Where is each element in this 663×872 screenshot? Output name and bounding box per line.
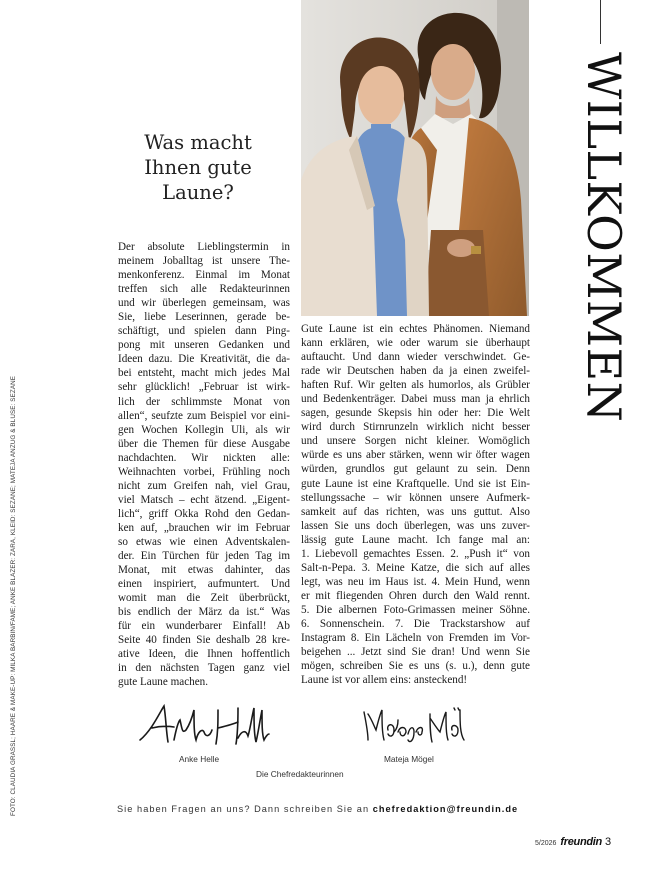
headline-line: Laune? <box>162 181 234 204</box>
text-line: einen inspiriert, aufmuntert. Und <box>118 578 290 591</box>
text-line: Weihnachten vorbei, Frühling noch <box>118 465 290 478</box>
vertical-rule <box>600 0 601 44</box>
text-line: lässig gute Laune macht. Ich fange mal an: <box>301 533 530 546</box>
editors-photo-illustration <box>301 0 529 316</box>
text-line: 5. Die albernen Foto-Grimassen meiner Söhne. <box>301 603 530 616</box>
text-line: nachdachten. Wir nickten alle: <box>118 451 290 464</box>
text-line: sagen, gesunde Skepsis hin oder her: Die Welt <box>301 407 530 420</box>
text-line: Instagram 8. Ein Lächeln von Fremden im Vor- <box>301 632 530 645</box>
contact-line <box>117 804 518 814</box>
text-line: allen“, seufzte zum Beispiel vor eini- <box>118 409 290 422</box>
text-line: Ideen dazu. Die Kreativität, die da- <box>118 353 290 366</box>
issue-number: 5/2026 <box>535 840 557 847</box>
headline-line: Ihnen gute <box>144 156 252 179</box>
editorial-right-column <box>301 322 530 687</box>
text-line: würden, grundlos gut gelaunt zu sein. Denn <box>301 463 530 476</box>
text-line: kann erklären, wie oder warum sie überhaupt <box>301 337 530 350</box>
text-line: und wir überlegen gemeinsam, was <box>118 297 290 310</box>
contact-text: Sie haben Fragen an uns? Dann schreiben Sie an <box>117 804 373 814</box>
text-line: über die Themen für diese Ausgabe <box>118 437 290 450</box>
text-line: pong mit unseren Gedanken und <box>118 339 290 352</box>
text-line: der. Ein Türchen für jeden Tag im <box>118 550 290 563</box>
photo-credit: FOTO: CLAUDIA GRASSL; HAARE & MAKE-UP: MILKA BARBIN/FAME; ANKE BLAZER: ZARA, KLEID: SEZANE; MATEJA ANZUG & BLUSE: SEZANE <box>10 375 17 816</box>
signature-anke-helle <box>138 700 270 750</box>
text-line: ken auf, „brauchen wir im Februar <box>118 521 290 534</box>
text-line: womit man die Zeit überbrückt, <box>118 592 290 605</box>
text-line: meinem Joballtag ist unsere The- <box>118 255 290 268</box>
text-line: Sie, liebe Leserinnen, gerade be- <box>118 311 290 324</box>
text-line: gen Wochen Kollegin Uli, als wir <box>118 423 290 436</box>
text-line: bis endlich der März da ist.“ Was <box>118 606 290 619</box>
text-line: treffen sich alle Redakteurinnen <box>118 283 290 296</box>
text-line: Monat, mit etwas dahinter, das <box>118 564 290 577</box>
text-line: rade wir Deutschen haben da ja einen zweifel- <box>301 365 530 378</box>
text-line: haften Ruf. Wir gelten als humorlos, als Grübler <box>301 379 530 392</box>
text-line: Der absolute Lieblingstermin in <box>118 241 290 253</box>
text-line: lich“, griff Okka Rohd den Gedan- <box>118 507 290 520</box>
text-line: für ein wunderbarer Einfall! Ab <box>118 620 290 633</box>
text-line: auftaucht. Und dann wieder verschwindet. Ge- <box>301 351 530 364</box>
page-number: 3 <box>604 836 612 848</box>
vertical-title: WILLKOMMEN <box>577 52 631 423</box>
text-line: beigehen ... Jetzt sind Sie dran! Und wenn Sie <box>301 646 530 659</box>
text-line: ative Ideen, die Ihnen hoffentlich <box>118 648 290 661</box>
text-line: und unsere Sorgen nicht kleiner. Womöglich <box>301 435 530 448</box>
text-line: stellungssache – wir können unsere Aufmerk- <box>301 491 530 504</box>
text-line: legt, was neu im Haus ist. 4. Mein Hund, wenn <box>301 575 530 588</box>
text-line: in den nächsten Tagen ganz viel <box>118 662 290 675</box>
text-line: gute Laune machen. <box>118 676 209 689</box>
page-footer <box>535 836 611 848</box>
text-line: lassen Sie uns doch überlegen, was uns zuver- <box>301 519 530 532</box>
signature-role: Die Chefredakteurinnen <box>256 769 344 779</box>
signature-name-right: Mateja Mögel <box>384 754 434 764</box>
editorial-left-column <box>118 240 290 690</box>
signature-mateja-moegel <box>360 700 470 746</box>
text-line: samkeit auf das richten, was uns guttut. Also <box>301 505 530 518</box>
text-line: bei entsteht, macht mich jedes Mal <box>118 367 290 380</box>
text-line: gute Laune ist eine Kraftquelle. Und sie ist Ein- <box>301 477 530 490</box>
text-line: so etwas wie einen Adventskalen- <box>118 535 290 548</box>
signature-name-left: Anke Helle <box>179 754 220 764</box>
text-line: er mit fliegenden Ohren durch den Wald rennt. <box>301 589 530 602</box>
text-line: lich der schlimmste Monat von <box>118 395 290 408</box>
text-line: schäftigt, und spielen dann Ping- <box>118 325 290 338</box>
text-line: Salt-n-Pepa. 3. Meine Katze, die sich auf alles <box>301 561 530 574</box>
text-line: Laune ist vor allem eins: ansteckend! <box>301 674 468 687</box>
text-line: nicht zum Greifen nah, viel Grau, <box>118 479 290 492</box>
text-line: und Bedenkenträger. Dabei muss man ja ehrlich <box>301 393 530 406</box>
headline-line: Was macht <box>144 131 252 154</box>
text-line: sehr glücklich! „Februar ist wirk- <box>118 381 290 394</box>
text-line: 1. Liebevoll gemachtes Essen. 2. „Push it“ von <box>301 547 530 560</box>
text-line: wird durch Stirnrunzeln wirklich nicht besser <box>301 421 530 434</box>
headline <box>118 130 278 205</box>
text-line: Seite 40 finden Sie deshalb 28 kre- <box>118 634 290 647</box>
brand-logo: freundin <box>560 836 602 848</box>
text-line: Gute Laune ist ein echtes Phänomen. Niemand <box>301 323 530 335</box>
text-line: würde es uns aber stärken, wenn wir öfter wagen <box>301 449 530 462</box>
text-line: menkonferenz. Einmal im Monat <box>118 269 290 282</box>
text-line: viel Matsch – echt ätzend. „Eigent- <box>118 493 290 506</box>
text-line: 6. Sonnenschein. 7. Die Trackstarshow auf <box>301 617 530 630</box>
editors-photo <box>301 0 529 316</box>
contact-email[interactable]: chefredaktion@freundin.de <box>372 804 519 814</box>
text-line: mögen, schreiben Sie es uns (s. u.), denn gute <box>301 660 530 673</box>
